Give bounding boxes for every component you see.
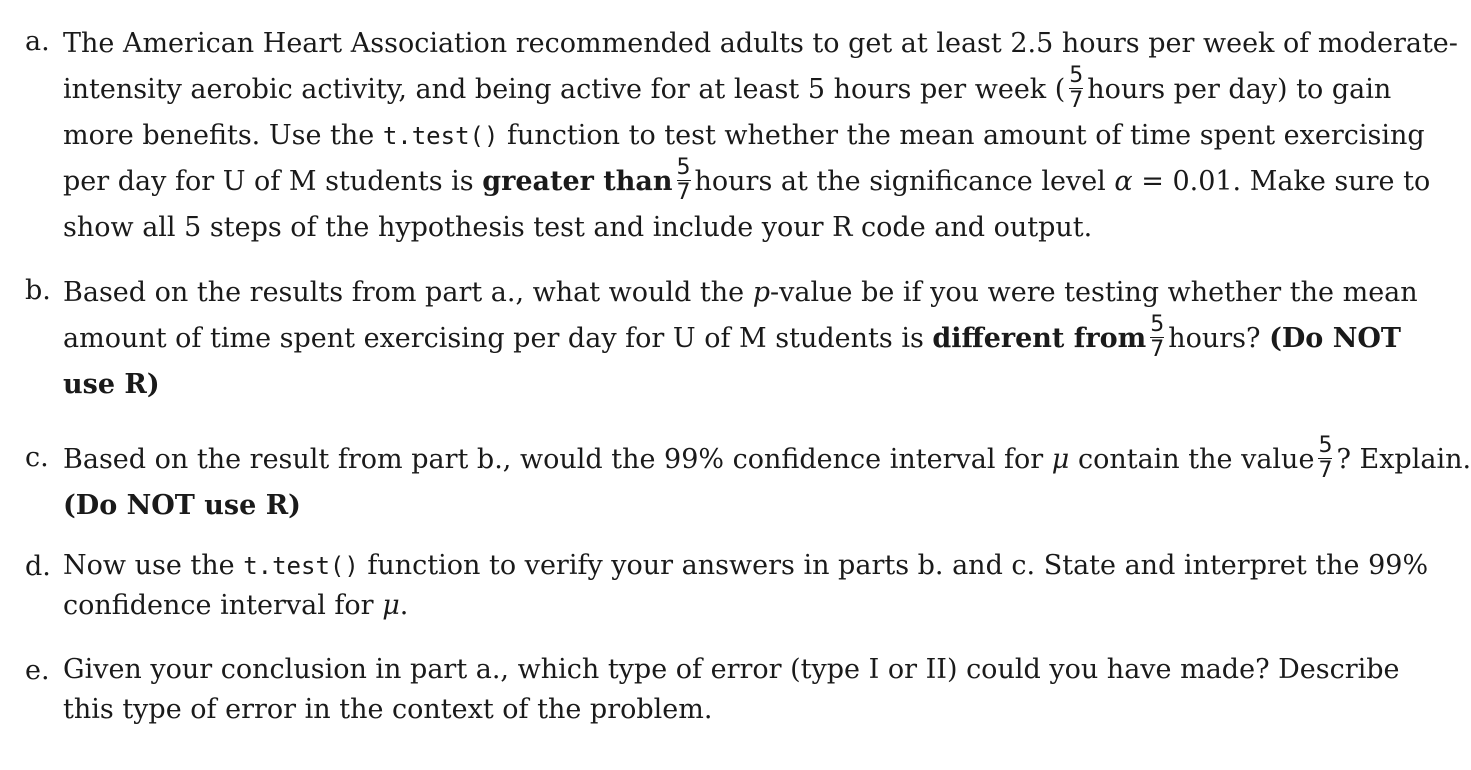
instruction-note: (Do NOT bbox=[1269, 322, 1401, 354]
fraction bbox=[1318, 432, 1333, 483]
text-run: Now use the bbox=[63, 550, 235, 581]
text-line bbox=[63, 650, 1400, 690]
text-line bbox=[63, 21, 1458, 67]
fraction bbox=[676, 154, 691, 205]
fraction-denominator: 7 bbox=[1318, 457, 1333, 483]
text-line bbox=[63, 62, 1393, 113]
text-line bbox=[63, 432, 1471, 483]
code-snippet: t.test() bbox=[382, 122, 499, 150]
text-line bbox=[63, 270, 1418, 316]
fraction bbox=[1069, 62, 1084, 113]
text-run: function to verify your answers in parts b. and c. State and interpret the 99% bbox=[367, 550, 1429, 581]
instruction-note: use R) bbox=[63, 369, 160, 400]
question-text bbox=[63, 432, 1471, 529]
text-run bbox=[63, 272, 1418, 314]
text-run: contain the value bbox=[1077, 443, 1315, 475]
text-line bbox=[63, 546, 1429, 586]
fraction-numerator: 5 bbox=[676, 154, 691, 180]
text-line bbox=[63, 362, 1393, 408]
text-run: . bbox=[399, 590, 409, 621]
text-run: Based on the result from part b., would the 99% confidence interval for bbox=[63, 443, 1044, 475]
text-line bbox=[63, 690, 1393, 730]
text-run: this type of error in the context of the problem. bbox=[63, 694, 713, 725]
text-run bbox=[63, 62, 1392, 114]
text-run: more benefits. Use the bbox=[63, 120, 375, 151]
text-run: per day for U of M students is bbox=[63, 165, 474, 197]
text-line bbox=[63, 483, 1393, 529]
fraction-denominator: 7 bbox=[1150, 336, 1165, 362]
text-run: Based on the results from part a., what would the bbox=[63, 277, 745, 308]
item-label: e. bbox=[25, 655, 50, 686]
text-run: hours per day) to gain bbox=[1087, 73, 1392, 105]
text-run: = 0.01. Make sure to bbox=[1141, 165, 1431, 197]
fraction bbox=[1150, 311, 1165, 362]
code-snippet: t.test() bbox=[243, 552, 359, 580]
item-label: d. bbox=[25, 551, 51, 582]
fraction-numerator: 5 bbox=[1150, 311, 1165, 337]
text-line bbox=[63, 205, 1393, 251]
text-line bbox=[63, 113, 1425, 159]
question-text bbox=[63, 21, 1458, 251]
fraction-numerator: 5 bbox=[1069, 62, 1084, 88]
text-line bbox=[63, 154, 1431, 205]
text-run bbox=[63, 115, 1425, 157]
instruction-note: (Do NOT use R) bbox=[63, 490, 301, 521]
text-run: ? Explain. bbox=[1336, 443, 1471, 475]
text-line bbox=[63, 586, 1393, 626]
mu-symbol: μ bbox=[382, 590, 400, 621]
item-label: a. bbox=[25, 26, 50, 57]
text-run: Given your conclusion in part a., which type of error (type I or II) could you have made? Describe bbox=[63, 654, 1400, 685]
text-run: -value be if you were testing whether the mean bbox=[770, 277, 1418, 308]
text-line bbox=[63, 311, 1401, 362]
emphasis: different from bbox=[932, 322, 1147, 354]
text-run: show all 5 steps of the hypothesis test and include your R code and output. bbox=[63, 212, 1093, 243]
item-label: c. bbox=[25, 442, 49, 473]
question-text bbox=[63, 650, 1400, 730]
text-run bbox=[63, 154, 1431, 206]
text-run bbox=[63, 432, 1471, 484]
text-run bbox=[63, 545, 1428, 587]
alpha-symbol: α bbox=[1114, 165, 1133, 197]
text-run: confidence interval for bbox=[63, 590, 374, 621]
question-text bbox=[63, 546, 1429, 626]
text-run: amount of time spent exercising per day for U of M students is bbox=[63, 322, 924, 354]
text-run bbox=[63, 585, 408, 627]
item-label: b. bbox=[25, 275, 51, 306]
question-text bbox=[63, 270, 1418, 408]
text-run bbox=[63, 311, 1401, 363]
p-symbol: p bbox=[752, 277, 771, 308]
text-run: hours? bbox=[1168, 322, 1261, 354]
fraction-numerator: 5 bbox=[1318, 432, 1333, 458]
fraction-denominator: 7 bbox=[676, 179, 691, 205]
text-run: intensity aerobic activity, and being active for at least 5 hours per week ( bbox=[63, 73, 1066, 105]
fraction-denominator: 7 bbox=[1069, 87, 1084, 113]
mu-symbol: μ bbox=[1051, 443, 1070, 475]
text-run: The American Heart Association recommended adults to get at least 2.5 hours per week of moderate- bbox=[63, 28, 1458, 59]
text-run: function to test whether the mean amount of time spent exercising bbox=[507, 120, 1425, 151]
emphasis: greater than bbox=[482, 165, 673, 197]
text-run: hours at the significance level bbox=[694, 165, 1106, 197]
